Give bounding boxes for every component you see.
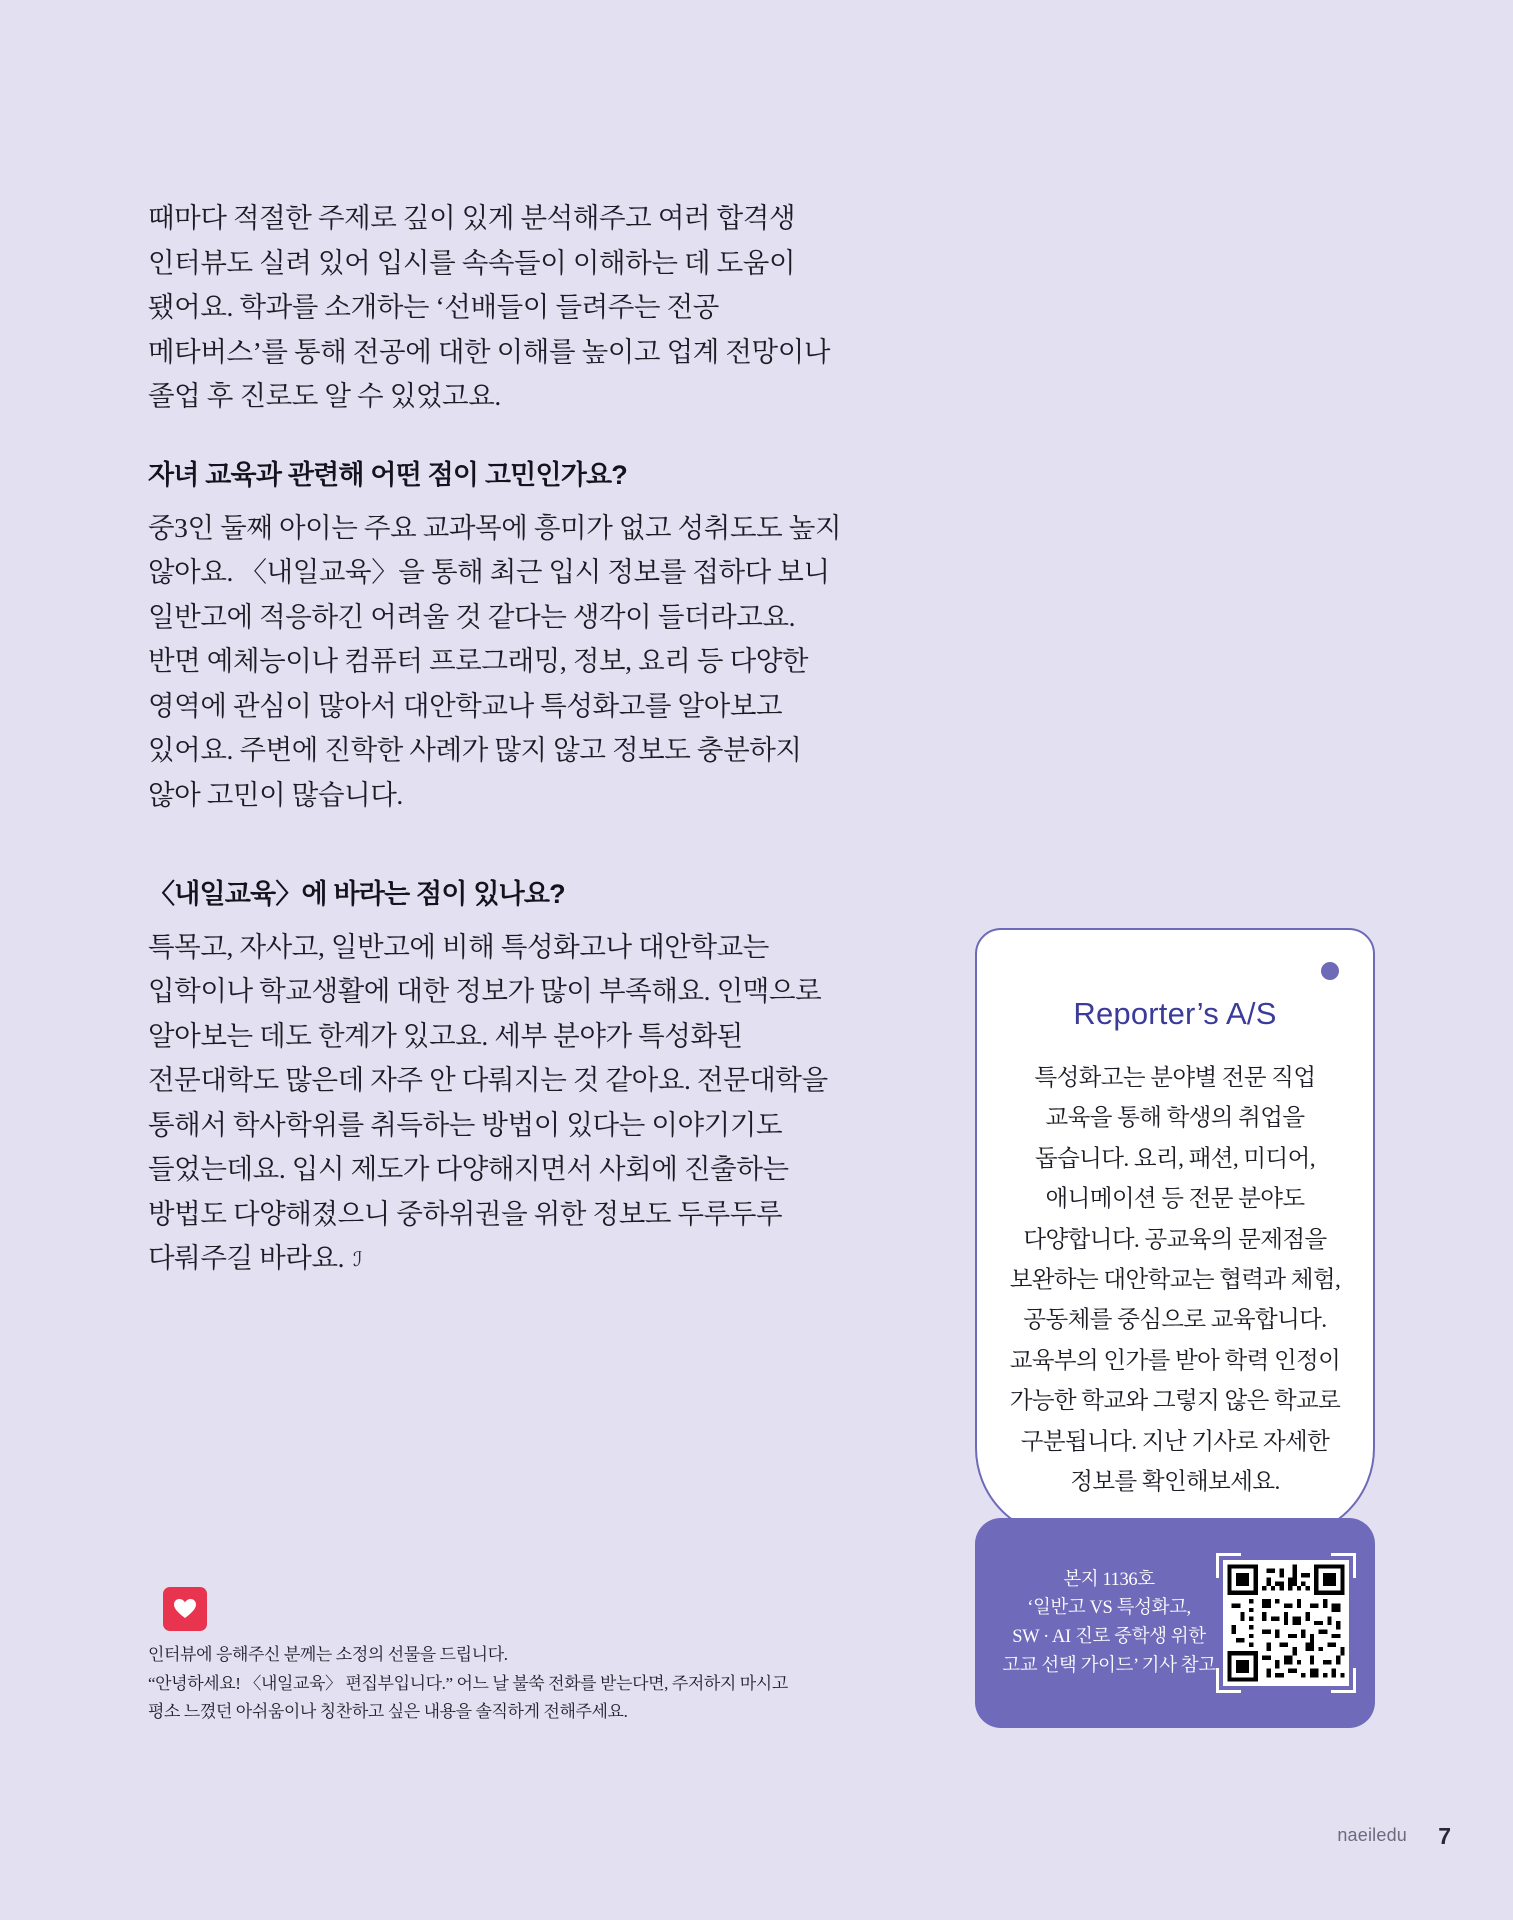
heart-icon: [173, 1598, 197, 1620]
footer-note-line-2: “안녕하세요! 〈내일교육〉 편집부입니다.” 어느 날 불쑥 전화를 받는다면, 주저하지 마시고: [148, 1673, 788, 1693]
qr-frame-corner-tr-icon: [1331, 1553, 1356, 1578]
reporters-as-card: [975, 928, 1375, 1538]
reference-bar: [975, 1518, 1375, 1728]
answer-paragraph-1b: 반면 예체능이나 컴퓨터 프로그래밍, 정보, 요리 등 다양한 영역에 관심이 많아서 대안학교나 특성화고를 알아보고 있어요. 주변에 진학한 사례가 많지 않고 정보도 충분하지 않아 고민이 많습니다.: [148, 645, 809, 811]
page-number: 7: [1438, 1823, 1451, 1849]
answer-paragraph-1a: 중3인 둘째 아이는 주요 교과목에 흥미가 없고 성취도도 높지 않아요. 〈내일교육〉을 통해 최근 입시 정보를 접하다 보니 일반고에 적응하긴 어려울 것 같다는 생각이 들더라고요.: [148, 511, 842, 632]
footer-note-line-3: 평소 느꼈던 아쉬움이나 칭찬하고 싶은 내용을 솔직하게 전해주세요.: [148, 1702, 628, 1722]
article-column: [148, 196, 848, 1315]
reference-line-1: 본지 1136호: [1063, 1569, 1155, 1590]
brand-label: naeiledu: [1337, 1825, 1407, 1845]
answer-paragraph-2-text: 특목고, 자사고, 일반고에 비해 특성화고나 대안학교는 입학이나 학교생활에 대한 정보가 많이 부족해요. 인맥으로 알아보는 데도 한계가 있고요. 세부 분야가 특성화된 전문대학도 많은데 자주 안 다뤄지는 것 같아요. 전문대학을 통해서 학사학위를 취득하는 방법이 있다는 이야기기도 들었는데요. 입시 제도가 다양해지면서 사회에 진출하는 방법도 다양해졌으니 중하위권을 위한 정보도 두루두루 다뤄주길 바라요.: [148, 930, 828, 1274]
reference-line-3: SW · AI 진로 중학생 위한: [1012, 1627, 1206, 1647]
footer-note-line-1: 인터뷰에 응해주신 분께는 소정의 선물을 드립니다.: [148, 1645, 508, 1664]
reporters-as-body: 특성화고는 분야별 전문 직업 교육을 통해 학생의 취업을 돕습니다. 요리, 패션, 미디어, 애니메이션 등 전문 분야도 다양합니다. 공교육의 문제점을 보완하는 대안학교는 협력과 체험, 공동체를 중심으로 교육합니다. 교육부의 인가를 받아 학력 인정이 가능한 학교와 그렇지 않은 학교로 구분됩니다. 지난 기사로 자세한 정보를 확인해보세요.: [1009, 1065, 1341, 1496]
svg-text:ℐ: ℐ: [353, 1249, 363, 1272]
qr-frame-corner-tl-icon: [1216, 1553, 1241, 1578]
heart-badge-icon: [163, 1587, 207, 1631]
reporters-as-title: Reporter’s A/S: [1073, 996, 1277, 1031]
qr-frame-corner-bl-icon: [1216, 1668, 1241, 1693]
question-heading-1: 자녀 교육과 관련해 어떤 점이 고민인가요?: [148, 459, 627, 490]
reference-text: [995, 1566, 1223, 1681]
intro-paragraph: 때마다 적절한 주제로 깊이 있게 분석해주고 여러 합격생 인터뷰도 실려 있어 입시를 속속들이 이해하는 데 도움이 됐어요. 학과를 소개하는 ‘선배들이 들려주는 전공 메타버스’를 통해 전공에 대한 이해를 높이고 업계 전망이나 졸업 후 진로도 알 수 있었고요.: [148, 202, 831, 412]
reference-line-4: 고교 선택 가이드’ 기사 참고: [1002, 1655, 1216, 1676]
end-mark-icon: [350, 1241, 376, 1272]
question-heading-2: 〈내일교육〉에 바라는 점이 있나요?: [148, 878, 565, 909]
reference-line-2: ‘일반고 VS 특성화고,: [1027, 1598, 1191, 1619]
section-spacer: [148, 852, 848, 872]
answer-paragraph-2: [148, 925, 848, 1281]
bullet-dot-icon: [1321, 962, 1339, 980]
qr-code[interactable]: [1223, 1560, 1349, 1686]
qr-frame-corner-br-icon: [1331, 1668, 1356, 1693]
footer-note: [148, 1641, 848, 1727]
